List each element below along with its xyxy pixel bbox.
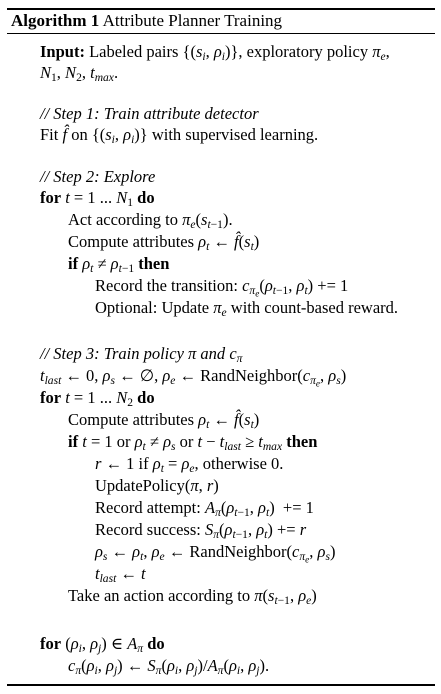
- for-loop-2: for t = 1 ... $N_2$ do: [40, 388, 155, 409]
- reset-goal-line: $\rho_s$ ← $\rho_t$, $\rho_e$ ← $RandNeighbor(c_{\pi_e}$, $\rho_s$): [95, 542, 336, 565]
- compute-attributes-2: Compute attributes $\rho_t$ ← $f̂(s_t)$: [68, 410, 260, 431]
- algorithm-label: Algorithm 1: [11, 11, 100, 30]
- algorithm-title: Attribute Planner Training: [102, 11, 283, 30]
- act-line: Act according to $\pi_e(s_{t-1})$.: [68, 210, 233, 231]
- init-line: $t_{last}$ ← 0, $\rho_s$ ← ∅, $\rho_e$ ← $RandNeighbor(c_{\pi_e}$, $\rho_s$): [40, 366, 347, 389]
- reward-line: r ← 1 if $\rho_t = \rho_e$, otherwise 0.: [95, 454, 284, 475]
- final-estimate-line: $c_\pi(\rho_i$, $\rho_j$) ← $S_\pi(\rho_i$, $\rho_j)/A_\pi(\rho_i$, $\rho_j$).: [68, 656, 270, 677]
- algorithm-header: [11, 11, 282, 31]
- compute-attributes-1: Compute attributes $\rho_t$ ← $f̂(s_t)$: [68, 232, 260, 253]
- header-rule: [7, 33, 435, 34]
- tlast-update-line: $t_{last}$ ← t: [95, 564, 146, 585]
- input-line-1: Input: Labeled pairs {($s_i$, $\rho_i$)}, exploratory policy $\pi_e$,: [40, 42, 390, 63]
- for-loop-3: for ($\rho_i$, $\rho_j$) ∈ $A_\pi$ do: [40, 634, 165, 655]
- top-rule: [7, 8, 435, 10]
- fit-line: Fit f̂ on {($s_i$, $\rho_i$)} with supervised learning.: [40, 125, 319, 146]
- step1-comment: // Step 1: Train attribute detector: [40, 104, 259, 123]
- input-line-2: $N_1$, $N_2$, $t_{max}$.: [40, 63, 119, 84]
- optional-update-line: Optional: Update $\pi_e$ with count-based reward.: [95, 298, 399, 319]
- bottom-rule: [7, 684, 435, 686]
- for-loop-1: for t = 1 ... $N_1$ do: [40, 188, 155, 209]
- record-success-line: Record success: $S_\pi(\rho_{t-1}$, $\rho_t) += r$: [95, 520, 307, 541]
- step3-comment: // Step 3: Train policy π and $c_\pi$: [40, 344, 243, 365]
- if-line-1: if $\rho_t \ne \rho_{t-1}$ then: [68, 254, 170, 275]
- update-policy-line: UpdatePolicy(π, r): [95, 476, 219, 495]
- record-transition-line: Record the transition: $c_{\pi_e}(\rho_{t-1}$, $\rho_t) += 1$: [95, 276, 349, 299]
- take-action-line: Take an action according to $\pi(s_{t-1}$, $\rho_e$): [68, 586, 317, 607]
- record-attempt-line: Record attempt: $A_\pi(\rho_{t-1}$, $\rho_t) += 1$: [95, 498, 314, 519]
- if-line-2: if t = 1 or $\rho_t \ne \rho_s$ or $t - t_{last} \ge t_{max}$ then: [68, 432, 318, 453]
- step2-comment: // Step 2: Explore: [40, 167, 156, 186]
- input-keyword: Input:: [40, 42, 85, 61]
